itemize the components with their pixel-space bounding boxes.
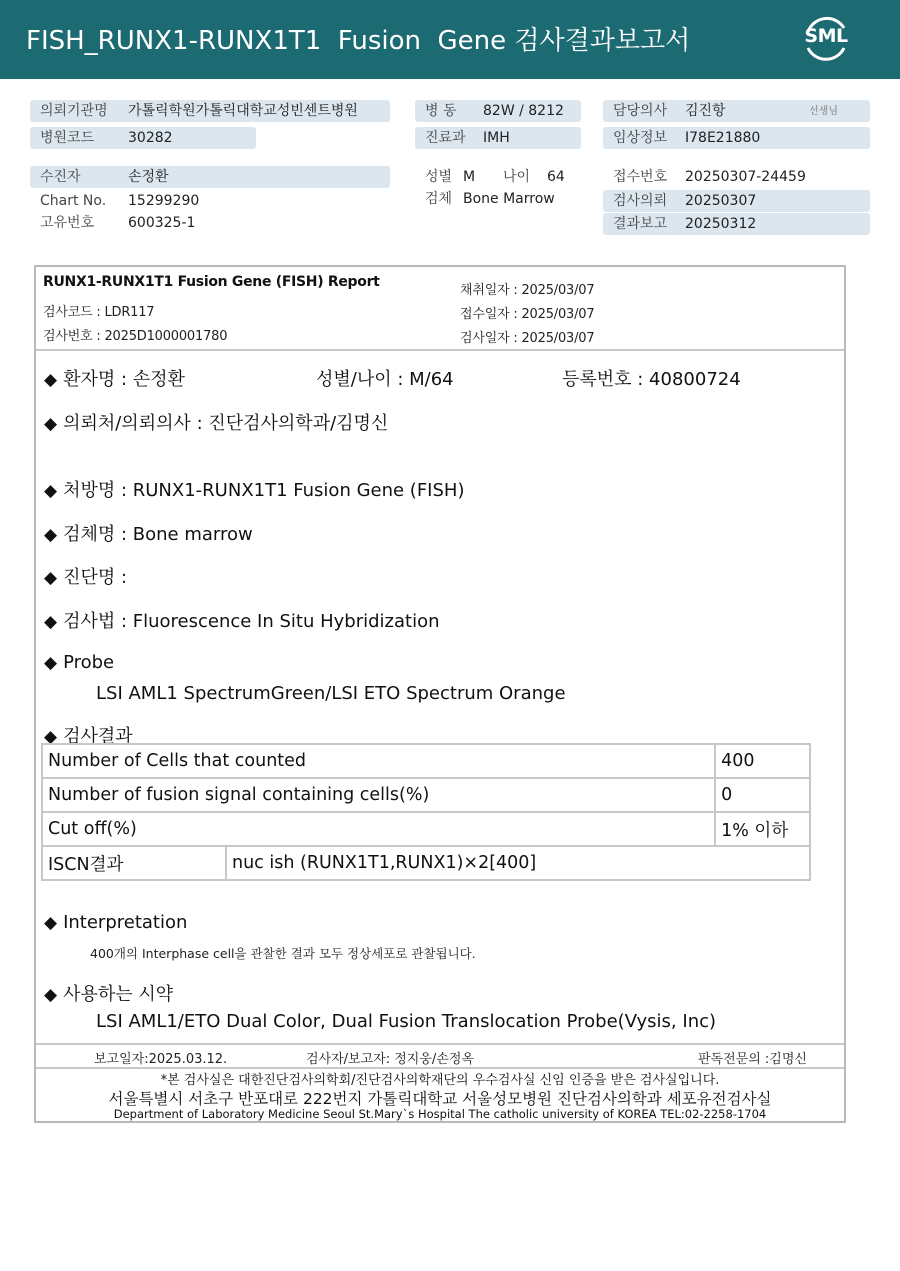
ward-label: 병 동	[425, 103, 457, 119]
receipt-field	[603, 166, 870, 188]
page-title: FISH_RUNX1-RUNX1T1 Fusion Gene 검사결과보고서	[26, 26, 691, 56]
result-table	[41, 743, 811, 881]
clinical-label: 임상정보	[613, 130, 668, 146]
diagnosis-row	[44, 563, 127, 589]
collect-date: 채취일자 : 2025/03/07	[460, 283, 595, 298]
ward-field	[415, 100, 581, 122]
sml-logo	[800, 12, 852, 64]
ward-value: 82W / 8212	[483, 103, 564, 119]
diamond-bullet-icon: ◆	[44, 913, 58, 933]
org-label: 의뢰기관명	[40, 103, 108, 119]
result-label: 결과보고	[613, 216, 668, 232]
result-heading: 검사결과	[63, 726, 133, 747]
unique-label: 고유번호	[40, 215, 95, 231]
unique-value: 600325-1	[128, 215, 196, 231]
clinical-field	[603, 127, 870, 149]
request-field	[603, 190, 870, 212]
chart-value: 15299290	[128, 193, 200, 209]
diamond-bullet-icon: ◆	[44, 370, 58, 390]
specimen-field	[415, 188, 585, 210]
result-value-cell: 1% 이하	[715, 812, 810, 846]
diamond-bullet-icon: ◆	[44, 525, 58, 545]
specimen-label: 검체	[425, 191, 453, 207]
result-field	[603, 213, 870, 235]
test-code: 검사코드 : LDR117	[43, 305, 155, 320]
specimen-row	[44, 520, 253, 546]
patient-name: 환자명 : 손정환	[63, 369, 185, 390]
lab-address: 서울특별시 서초구 반포대로 222번지 가톨릭대학교 서울성모병원 진단검사의학과 세포유전검사실	[108, 1090, 772, 1108]
interpretation-row	[44, 912, 187, 933]
specimen-name: 검체명 : Bone marrow	[63, 524, 253, 545]
probe-row	[44, 652, 114, 673]
page-header	[0, 0, 900, 79]
reporter: 검사자/보고자: 정지웅/손정옥	[306, 1052, 474, 1067]
reagent-text: LSI AML1/ETO Dual Color, Dual Fusion Translocation Probe(Vysis, Inc)	[96, 1011, 717, 1032]
report-footer-signatures	[36, 1043, 844, 1069]
interpretation-heading: Interpretation	[63, 912, 188, 933]
receipt-label: 접수번호	[613, 169, 668, 185]
iscn-label-cell: ISCN결과	[42, 846, 226, 880]
clinical-value: I78E21880	[685, 130, 761, 146]
diamond-bullet-icon: ◆	[44, 568, 58, 588]
receipt-value: 20250307-24459	[685, 169, 806, 185]
certification-notice: *본 검사실은 대한진단검사의학회/진단검사의학재단의 우수검사실 신임 인증을 받은 검사실입니다.	[160, 1073, 720, 1088]
dept-label: 진료과	[425, 130, 466, 146]
test-date: 검사일자 : 2025/03/07	[460, 331, 595, 346]
diamond-bullet-icon: ◆	[44, 653, 58, 673]
reagent-heading: 사용하는 시약	[63, 984, 174, 1005]
org-field	[30, 100, 390, 122]
sex-age: 성별/나이 : M/64	[316, 369, 454, 390]
code-value: 30282	[128, 130, 173, 146]
table-row	[42, 778, 810, 812]
sex-label: 성별	[425, 169, 453, 185]
interpretation-text: 400개의 Interphase cell을 관찰한 결과 모두 정상세포로 관찰됩니다.	[90, 946, 476, 961]
request-value: 20250307	[685, 193, 757, 209]
chart-label: Chart No.	[40, 193, 107, 209]
unique-field	[30, 212, 390, 234]
specimen-value: Bone Marrow	[463, 191, 555, 207]
patient-value: 손정환	[128, 169, 169, 185]
result-label-cell: Number of Cells that counted	[42, 744, 715, 778]
org-value: 가톨릭학원가톨릭대학교성빈센트병원	[128, 103, 358, 119]
probe-text: LSI AML1 SpectrumGreen/LSI ETO Spectrum Orange	[96, 683, 566, 704]
patient-field	[30, 166, 390, 188]
doctor-suffix: 선생님	[809, 106, 838, 117]
chart-field	[30, 190, 390, 212]
diamond-bullet-icon: ◆	[44, 985, 58, 1005]
sex-value: M	[463, 169, 476, 185]
doctor-label: 담당의사	[613, 103, 668, 119]
table-row	[42, 812, 810, 846]
probe-heading: Probe	[63, 652, 115, 673]
result-value-cell: 0	[715, 778, 810, 812]
report-title: RUNX1-RUNX1T1 Fusion Gene (FISH) Report	[43, 274, 380, 290]
report-header	[36, 267, 844, 351]
sex-age-field	[415, 166, 585, 188]
report-document	[34, 265, 846, 1123]
iscn-value-cell: nuc ish (RUNX1T1,RUNX1)×2[400]	[226, 846, 810, 880]
department-line: Department of Laboratory Medicine Seoul St.Mary`s Hospital The catholic university of KOREA TEL:02-2258-1704	[113, 1107, 767, 1121]
result-value: 20250312	[685, 216, 757, 232]
prescription: 처방명 : RUNX1-RUNX1T1 Fusion Gene (FISH)	[63, 480, 465, 501]
code-label: 병원코드	[40, 130, 95, 146]
logo-text: SML	[804, 25, 848, 47]
hospital-code-field	[30, 127, 256, 149]
table-row	[42, 744, 810, 778]
test-number: 검사번호 : 2025D1000001780	[43, 329, 228, 344]
receipt-date: 접수일자 : 2025/03/07	[460, 307, 595, 322]
patient-name-row	[44, 365, 185, 391]
patient-label: 수진자	[40, 169, 81, 185]
doctor-value: 김진항	[685, 103, 726, 119]
diagnosis: 진단명 :	[63, 567, 128, 588]
test-method: 검사법 : Fluorescence In Situ Hybridization	[63, 611, 440, 632]
report-date: 보고일자:2025.03.12.	[94, 1052, 228, 1067]
registration-number: 등록번호 : 40800724	[562, 369, 741, 390]
diamond-bullet-icon: ◆	[44, 481, 58, 501]
result-label-cell: Number of fusion signal containing cells(%)	[42, 778, 715, 812]
request-label: 검사의뢰	[613, 193, 668, 209]
result-label-cell: Cut off(%)	[42, 812, 715, 846]
dept-value: IMH	[483, 130, 510, 146]
diamond-bullet-icon: ◆	[44, 612, 58, 632]
diamond-bullet-icon: ◆	[44, 727, 58, 747]
doctor-field	[603, 100, 870, 122]
requester-row	[44, 409, 388, 435]
result-value-cell: 400	[715, 744, 810, 778]
prescription-row	[44, 476, 464, 502]
age-value: 64	[547, 169, 565, 185]
requester: 의뢰처/의뢰의사 : 진단검사의학과/김명신	[63, 413, 389, 434]
dept-field	[415, 127, 581, 149]
table-row	[42, 846, 810, 880]
reader: 판독전문의 :김명신	[698, 1052, 807, 1067]
diamond-bullet-icon: ◆	[44, 414, 58, 434]
method-row	[44, 607, 440, 633]
reagent-row	[44, 980, 173, 1006]
age-label: 나이	[503, 169, 531, 185]
